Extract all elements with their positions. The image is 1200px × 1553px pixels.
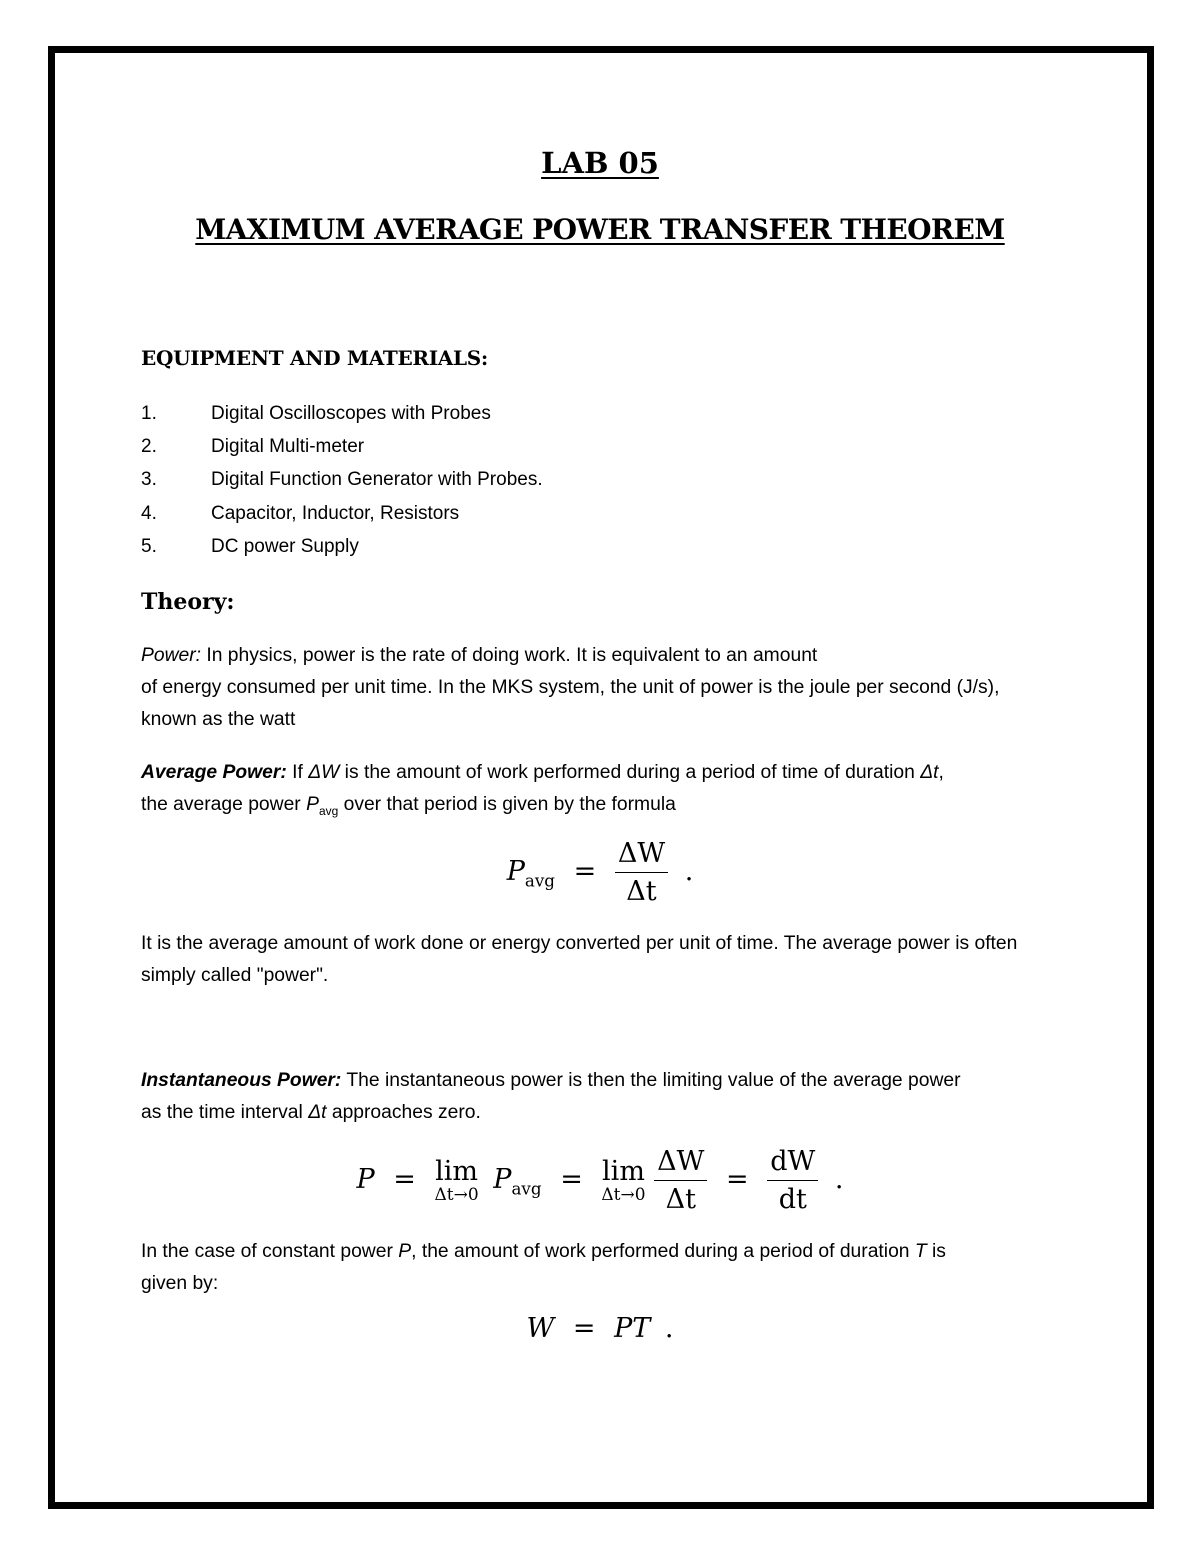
formula-average-power: $P_{avg}$ = $\frac{\Delta W}{\Delta t}$ . xyxy=(506,838,694,907)
average-power-paragraph: Average Power: If ΔW is the amount of work performed during a period of time of duration Δt, the average power $P_{avg}$ over that period is given by the formula xyxy=(141,762,944,818)
power-label: Power: xyxy=(141,645,202,666)
constant-power-paragraph: In the case of constant power P, the amount of work performed during a period of duration T is given by: xyxy=(141,1241,946,1294)
limit: lim Δt→0 xyxy=(434,1156,479,1205)
list-item: 5. DC power Supply xyxy=(141,535,359,557)
power-paragraph: Power: In physics, power is the rate of doing work. It is equivalent to an amount of energy consumed per unit time. In the MKS system, the unit of power is the joule per second (J/s), known as the watt xyxy=(141,645,1000,730)
list-item: 2. Digital Multi-meter xyxy=(141,436,365,458)
lab-title: LAB 05 xyxy=(541,146,659,180)
equipment-list xyxy=(141,400,543,566)
fraction: $\frac{\Delta W}{\Delta t}$ xyxy=(615,838,668,907)
list-item: 1. Digital Oscilloscopes with Probes xyxy=(141,403,491,424)
formula-instantaneous-power: P = lim Δt→0 $P_{avg}$ = lim Δt→0 $\frac{\Delta W}{\Delta t}$ = $\frac{dW}{dt}$ . xyxy=(356,1146,844,1215)
instantaneous-power-label: Instantaneous Power: xyxy=(141,1070,342,1091)
average-power-label: Average Power: xyxy=(141,762,287,783)
fraction: $\frac{\Delta W}{\Delta t}$ xyxy=(654,1146,707,1215)
theory-heading: Theory: xyxy=(141,589,235,615)
limit: lim Δt→0 xyxy=(601,1156,646,1205)
equipment-heading: EQUIPMENT AND MATERIALS: xyxy=(141,346,488,370)
fraction: $\frac{dW}{dt}$ xyxy=(767,1146,818,1215)
list-item: 4. Capacitor, Inductor, Resistors xyxy=(141,502,460,524)
instantaneous-power-paragraph: Instantaneous Power: The instantaneous power is then the limiting value of the average power as the time interval Δt approaches zero. xyxy=(141,1070,961,1123)
average-explanation: It is the average amount of work done or energy converted per unit of time. The average power is often simply called "power". xyxy=(141,933,1018,986)
formula-work: W = PT . xyxy=(526,1313,674,1344)
subject-title: MAXIMUM AVERAGE POWER TRANSFER THEOREM xyxy=(195,213,1005,246)
list-item: 3. Digital Function Generator with Probes. xyxy=(141,469,543,491)
